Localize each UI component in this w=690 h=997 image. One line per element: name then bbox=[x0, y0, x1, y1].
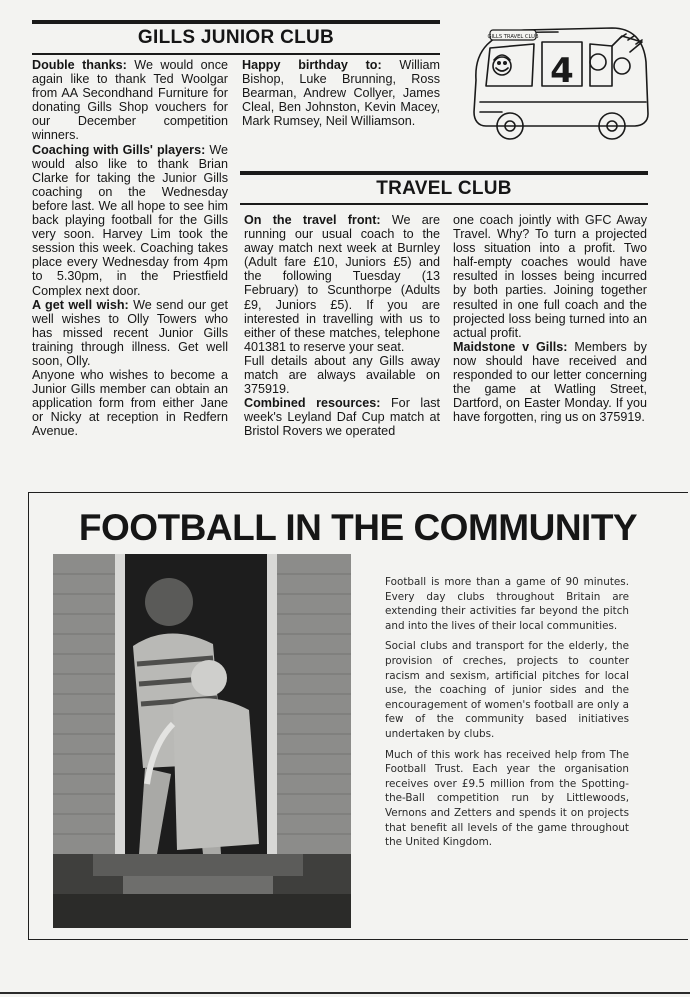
junior-para-coaching: Coaching with Gills' players: We would also like to thank Brian Clarke for taking the Junior Gills coaching on the Wednesday before last. We all hope to see him back playing football for the Gills very soon. Harvey Lim took the session this week. Coaching takes place every Wednesday from 4pm to 5.30pm, in the Priestfield Complex next door. bbox=[32, 142, 228, 298]
community-text bbox=[385, 575, 629, 856]
junior-para-double-thanks: Double thanks: We would once again like to thank Ted Woolgar from AA Secondhand Furniture for donating Gills Shop vouchers for our December competition winners. bbox=[32, 58, 228, 143]
travel-club-column-2 bbox=[453, 213, 647, 424]
junior-club-column-left bbox=[32, 58, 228, 439]
travel-club-heading: TRAVEL CLUB bbox=[376, 178, 512, 199]
community-para-2: Social clubs and transport for the elderly, the provision of creches, projects to counter racism and sexism, artificial pitches for local use, the coaching of junior sides and the encouragement of women's football are only a few of the community based initiatives undertaken by clubs. bbox=[385, 640, 629, 740]
travel-para-travel-front: On the travel front: We are running our usual coach to the away match next week at Burnley (Adult fare £10, Juniors £5) and the following Tuesday (13 February) to Scunthorpe (Adults £9, Juniors £5). If you are interested in travelling with us to either of these matches, telephone 401381 to reserve your seat. bbox=[244, 213, 440, 354]
junior-club-heading-underline bbox=[32, 53, 440, 55]
junior-club-column-birthday bbox=[242, 58, 440, 128]
travel-club-top-rule bbox=[240, 171, 648, 175]
junior-para-birthday: Happy birthday to: William Bishop, Luke Brunning, Ross Bearman, Andrew Collyer, James Cleal, Ben Johnston, Kevin Macey, Mark Rumsey, Neil Williamson. bbox=[242, 58, 440, 129]
community-heading: FOOTBALL IN THE COMMUNITY bbox=[78, 507, 638, 548]
junior-para-get-well: A get well wish: We send our get well wishes to Olly Towers who has missed recent Junior Gills training through illness. Get well soon, Olly. bbox=[32, 297, 229, 368]
travel-para-joint-coach: one coach jointly with GFC Away Travel. Why? To turn a projected loss situation into a profit. Two half-empty coaches would have resulted in losses being incurred by both parties. Joining together resulted in one full coach and the projected loss being turned into an actual profit. bbox=[453, 213, 647, 340]
travel-club-column-1 bbox=[244, 213, 440, 439]
travel-para-combined-resources: Combined resources: For last week's Leyland Daf Cup match at Bristol Rovers we operated bbox=[244, 396, 440, 439]
junior-club-heading: GILLS JUNIOR CLUB bbox=[137, 27, 335, 48]
travel-para-full-details: Full details about any Gills away match are always available on 375919. bbox=[244, 353, 440, 397]
community-para-3: Much of this work has received help from The Football Trust. Each year the organisation receives over £9.5 million from the Spotting-the-Ball competition run by Littlewoods, Vernons and Zetters and spends it on projects that benefit all levels of the game throughout the United Kingdom. bbox=[385, 748, 629, 849]
community-photo bbox=[53, 554, 351, 928]
svg-text:GILLS TRAVEL CLUB: GILLS TRAVEL CLUB bbox=[487, 34, 539, 40]
junior-club-top-rule bbox=[32, 20, 440, 24]
junior-para-membership: Anyone who wishes to become a Junior Gills member can obtain an application form from either Jane or Nicky at reception in Redfern Avenue. bbox=[32, 368, 228, 439]
svg-text:4: 4 bbox=[550, 51, 574, 91]
community-para-1: Football is more than a game of 90 minutes. Every day clubs throughout Britain are extending their activities far beyond the pitch and into the lives of their local communities. bbox=[385, 576, 629, 632]
page-bottom-rule bbox=[0, 992, 690, 994]
travel-club-heading-underline bbox=[240, 203, 648, 205]
travel-para-maidstone: Maidstone v Gills: Members by now should have received and responded to our letter concerning the game at Watling Street, Dartford, on Easter Monday. If you have forgotten, ring us on 375919. bbox=[453, 339, 647, 425]
travel-club-bus-illustration bbox=[462, 22, 662, 142]
